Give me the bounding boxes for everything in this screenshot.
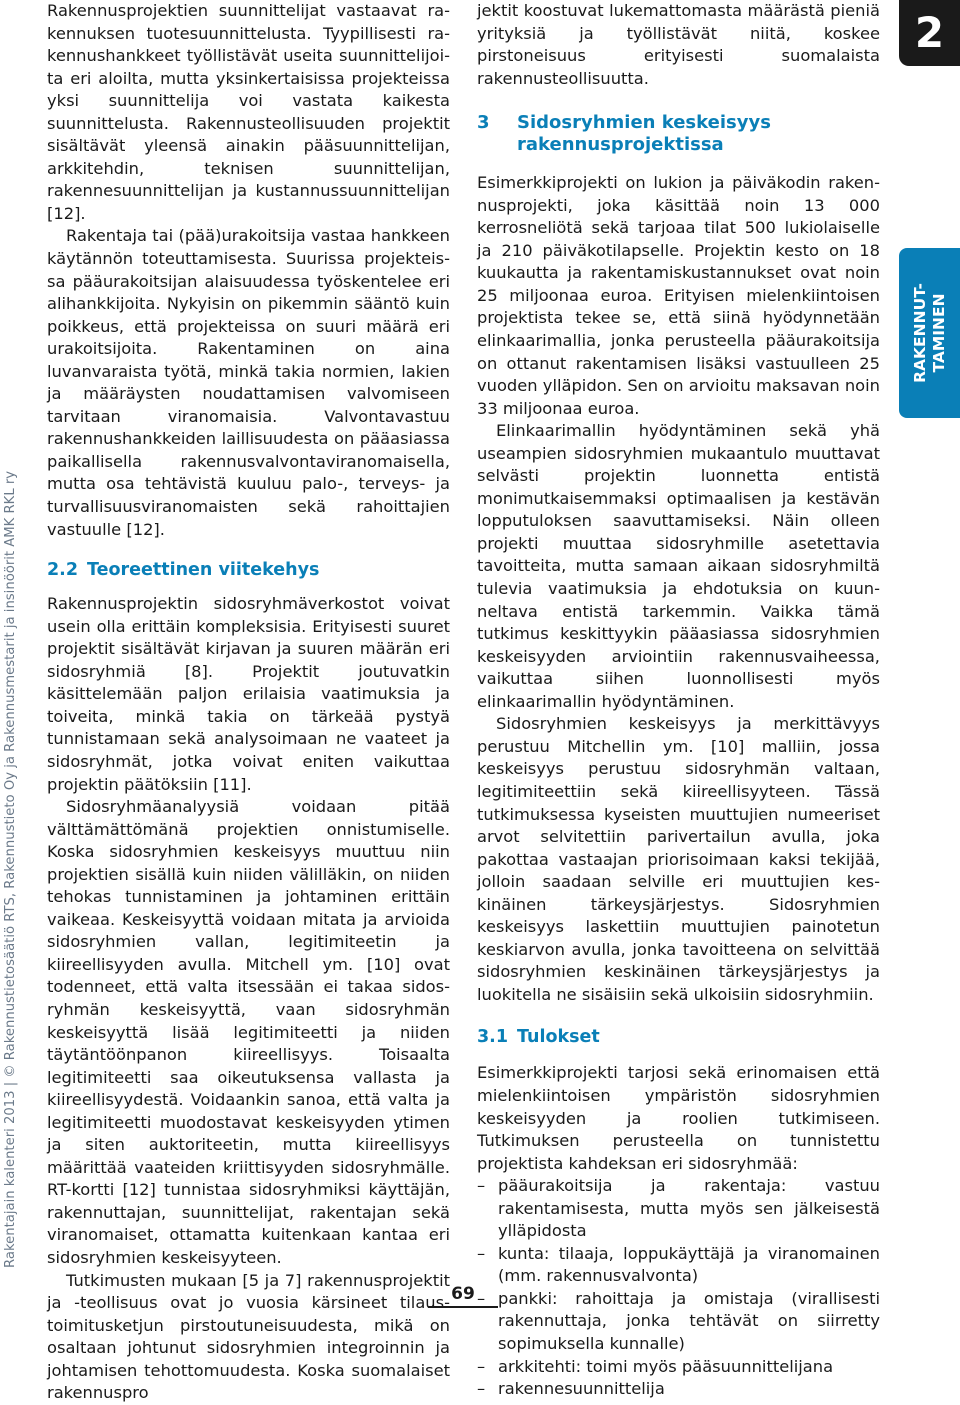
paragraph: Elinkaarimallin hyödyntäminen sekä yhä useampien sidosryhmien mukaantulo muuttavat selvästi projektin luonnetta entistä monimutkaisemmaksi optimaalisen ja kestävän lopputuloksen saavuttamiseksi. Näin olleen projekti muuttaa sidosryhmille asetettavia tavoitteita, mutta samaan aikaan sidosryhmiltä tulevia vaatimuksia ja ehdotuksia on kuunneltava entistä tarkemmin. Vaikka tämä tutkimus keskittyykin pääasiassa sidosryhmien keskeisyyden arviointiin rakennusvaiheessa, vaikuttaa siihen luonnollisesti myös elinkaarimallin hyödyntäminen. bbox=[477, 421, 880, 711]
page-number: 69 bbox=[428, 1282, 498, 1308]
list-item: – rakennesuunnittelija bbox=[477, 1378, 880, 1401]
paragraph: Rakentaja tai (pää)urakoitsija vastaa hankkeen käytännön toteuttamisesta. Suurissa projekteissa pääurakoitsijan alaisuudessa työskentelee eri alihankkijoita. Nykyisin on pikemmin sääntö kuin poikkeus, että projekteissa on suuri määrä eri urakoitsijoita. Rakentaminen on aina luvanvaraista työtä, minkä takia normien, lakien ja määräysten noudattamisen valvomiseen tarvitaan viranomaisia. Valvontavastuu rakennushankkeiden laillisuudesta on pääasiassa paikallisella rakennusvalvontaviranomaisella, mutta osa tehtävistä kuuluu palo-, terveys- ja turvallisuusviranomaisten sekä rahoittajien vastuulle [12]. bbox=[47, 226, 450, 539]
paragraph: Sidosryhmäanalyysiä voidaan pitää välttämättömänä projektien onnistumiselle. Koska sidosryhmien keskeisyys muuttuu niin projektien sisällä kuin niiden välilläkin, on niiden tehokas tunnistaminen ja johtaminen erittäin vaikeaa. Keskeisyyttä voidaan mitata ja arvioida sidosryhmien vallan, legitimiteetin ja kiireellisyyden avulla. Mitchell ym. [10] ovat todenneet, että valta itsessään ei takaa sidosryhmän keskeisyyttä, vaan sidosryhmän keskeisyyttä lisää legitimiteetti ja niiden täytäntöönpanon kiireellisyys. Toisaalta legitimiteetti saa oikeutuksensa vallasta ja kiireellisyydestä. Voidaankin sanoa, että valta ja legitimiteetti muodostavat keskeisyyden ytimen ja siten auktoriteetin, mutta kiireellisyys määrittää vaateiden kriittisyyden sidosryhmälle. RT-kortti [12] tunnistaa sidosryhmiksi käyttäjän, rakennuttajan, suunnittelijat, rakentajan sekä viranomaiset, ottamatta kuitenkaan kantaa eri sidosryhmien keskeisyyteen. bbox=[47, 797, 450, 1267]
paragraph: Rakennusprojektin sidosryhmäverkostot voivat usein olla erittäin kompleksisia. Erityisesti suuret projektit sisältävät kirjavan ja suuren määrän eri sidosryhmiä [8]. Projektit joutuvatkin käsittelemään paljon erilaisia vaatimuksia ja toiveita, minkä takia on tärkeää pystyä tunnistamaan sekä analysoimaan ne vaateet ja sidosryhmät, jotka voivat eniten vaikuttaa projektin päätöksiin [11]. bbox=[47, 594, 450, 794]
list-item: – kunta: tilaaja, loppukäyttäjä ja viranomainen (mm. rakennusvalvonta) bbox=[477, 1243, 880, 1288]
paragraph: jektit koostuvat lukemattomasta määrästä pieniä yrityksiä ja työllistävät niitä, koskee pirstoneisuus erityisesti suomalaista rakennusteollisuutta. bbox=[477, 1, 880, 88]
stakeholder-list bbox=[477, 1175, 880, 1400]
side-tab bbox=[899, 248, 960, 418]
section-number: 3 bbox=[477, 112, 490, 134]
side-tab-line: RAKENNUT- bbox=[910, 283, 929, 383]
paragraph: Esimerkkiprojekti tarjosi sekä erinomaisen että mielenkiintoisen ympäristön sidosryhmien keskeisyyden ja roolien tutkimiseen. Tutkimuksen perusteella on tunnistettu projektista kahdeksan eri sidosryhmää: bbox=[477, 1063, 880, 1173]
paragraph: Rakennusprojektien suunnittelijat vastaavat rakennuksen tuotesuunnittelusta. Tyypillisesti rakennushankkeet työllistävät useita suunnittelijoita eri aloilta, mutta yksinkertaisissa projekteissa yksi suunnittelija voi vastata kaikesta suunnittelusta. Rakennusteollisuuden projektit sisältävät yleensä ainakin pääsuunnittelijan, arkkitehdin, teknisen suunnittelijan, rakennesuunnittelijan ja kustannussuunnittelijan [12]. bbox=[47, 1, 450, 223]
section-number: 2.2 bbox=[47, 560, 79, 581]
section-heading-3-1 bbox=[477, 1026, 880, 1048]
section-heading-2-2 bbox=[47, 559, 450, 581]
section-title: Teoreettinen viitekehys bbox=[87, 560, 320, 581]
paragraph: Tutkimusten mukaan [5 ja 7] rakennusprojektit ja -teollisuus ovat jo vuosia kärsineet tilaus-toimitusketjun pirstoutuneisuudesta, mikä on osaltaan johtunut sidosryhmien integroinnin ja johtamisen tehottomuudesta. Koska suomalaiset rakennuspro bbox=[47, 1270, 450, 1403]
side-tab-line: TAMINEN bbox=[929, 293, 948, 373]
left-column bbox=[47, 0, 450, 1405]
chapter-number-box: 2 bbox=[899, 0, 960, 66]
list-item: – pankki: rahoittaja ja omistaja (virallisesti rakennuttaja, jonka tehtävät on siirretty sopimuksella kunnalle) bbox=[477, 1288, 880, 1356]
section-number: 3.1 bbox=[477, 1027, 509, 1048]
right-column bbox=[477, 0, 880, 1401]
section-title: Tulokset bbox=[517, 1027, 600, 1048]
section-heading-3 bbox=[477, 112, 880, 156]
list-item: – pääurakoitsija ja rakentaja: vastuu rakentamisesta, mutta myös sen jälkeisestä ylläpidosta bbox=[477, 1175, 880, 1243]
list-item: – arkkitehti: toimi myös pääsuunnittelijana bbox=[477, 1356, 880, 1379]
side-tab-label bbox=[899, 253, 960, 413]
vertical-footer-credit: Rakentajain kalenteri 2013 | © Rakennustietosäätiö RTS, Rakennustieto Oy ja Rakennusmestarit ja insinöörit AMK RKL ry bbox=[3, 470, 18, 1268]
section-title: Sidosryhmien keskeisyys rakennusprojektissa bbox=[517, 112, 771, 156]
paragraph: Sidosryhmien keskeisyys ja merkittävyys perustuu Mitchellin ym. [10] malliin, jossa keskeisyys perustuu sidosryhmän valtaan, legitimiteettiin sekä kiireellisyyteen. Tässä tutkimuksessa kyseisten muuttujien numeeriset arvot selvitettiin parivertailun avulla, joka pakottaa vastaajan priorisoimaan kaksi tekijää, jolloin saadaan selville eri muuttujien keskinäinen tärkeysjärjestys. Sidosryhmien keskeisyys laskettiin muuttujien painotetun keskiarvon avulla, jonka tavoitteena on selvittää sidosryhmien keskinäinen tärkeysjärjestys ja luokitella ne sisäisiin sekä ulkoisiin sidosryhmiin. bbox=[477, 714, 880, 1004]
paragraph: Esimerkkiprojekti on lukion ja päiväkodin rakennusprojekti, joka käsittää noin 13 000 kerrosneliötä sekä tarjoaa tilat 500 lukiolaiselle ja 210 päiväkotilapselle. Projektin kesto on 18 kuukautta ja rakentamiskustannukset ovat noin 25 miljoonaa euroa. Erityisen mielenkiintoisen projektista tekee se, että siinä hyödynnetään elinkaarimallia, jonka perusteella pääurakoitsija on ottanut rakentamisen lisäksi vastuulleen 25 vuoden ylläpidon. Sen on arvioitu maksavan noin 33 miljoonaa euroa. bbox=[477, 173, 880, 418]
